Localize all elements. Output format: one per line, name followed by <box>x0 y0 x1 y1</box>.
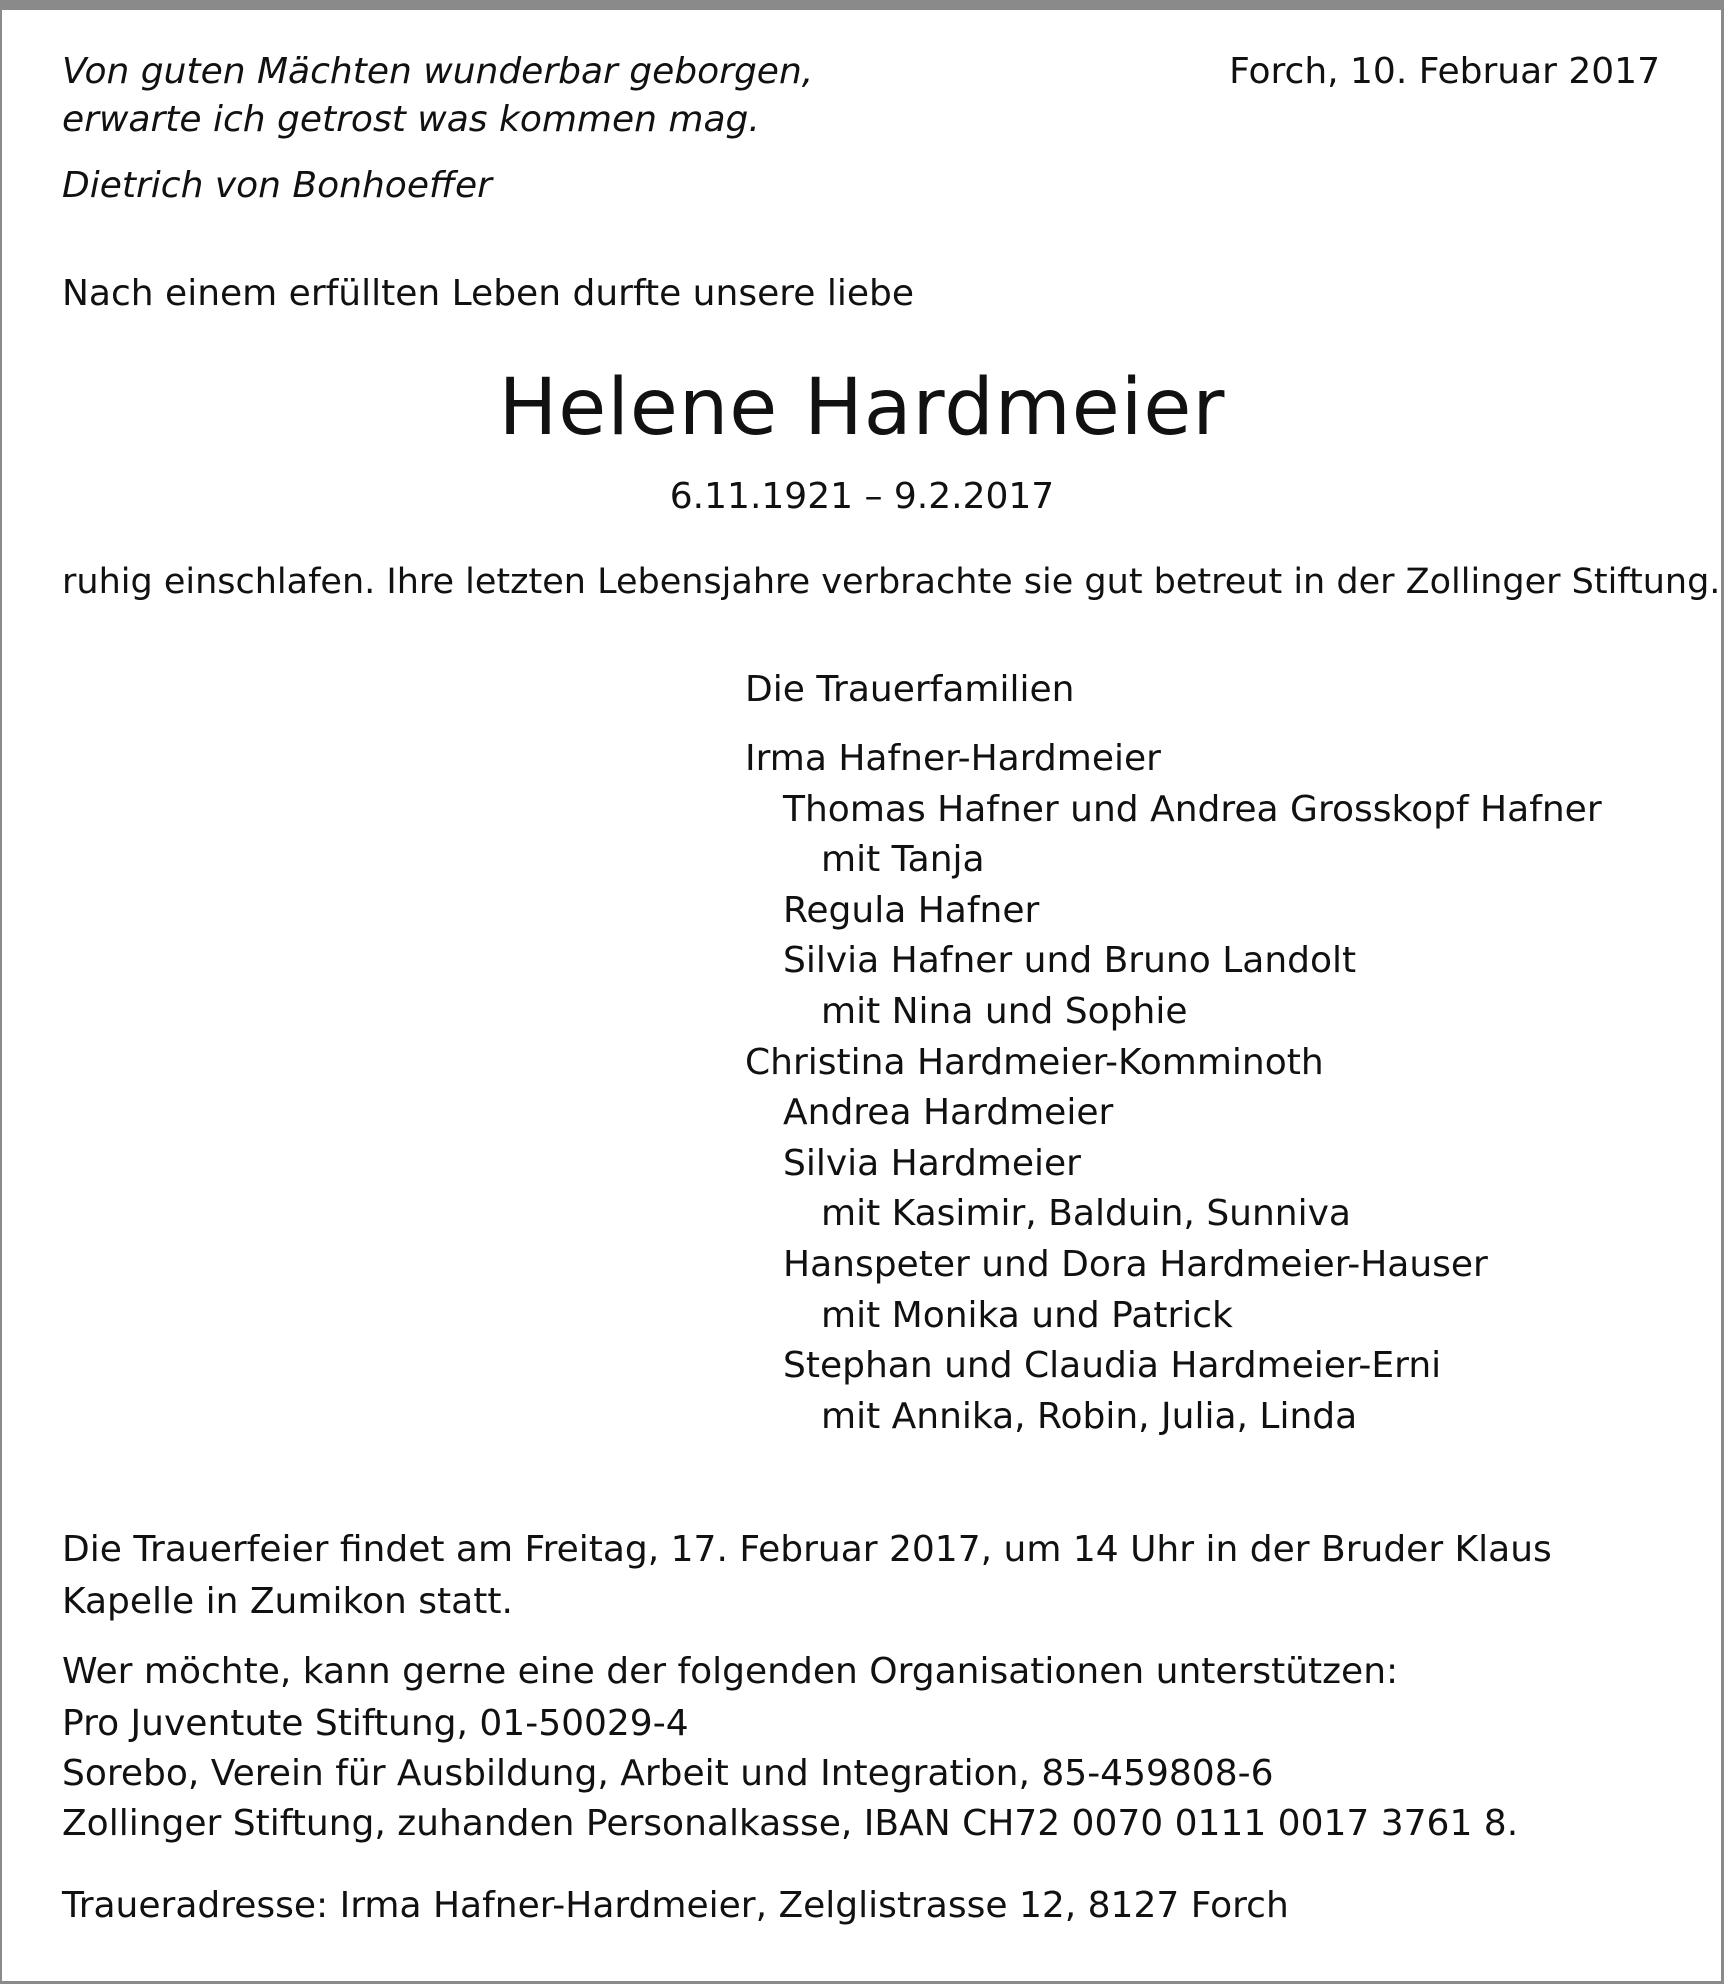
family-list <box>745 734 1602 1442</box>
family-entry: mit Annika, Robin, Julia, Linda <box>821 1395 1358 1437</box>
family-entry: Stephan und Claudia Hardmeier-Erni <box>783 1345 1442 1387</box>
family-entry: Thomas Hafner und Andrea Grosskopf Hafner <box>783 788 1602 830</box>
ceremony-line-1: Die Trauerfeier findet am Freitag, 17. Februar 2017, um 14 Uhr in der Bruder Klaus <box>62 1529 1552 1570</box>
place-date: Forch, 10. Februar 2017 <box>1229 51 1660 92</box>
family-entry: mit Kasimir, Balduin, Sunniva <box>821 1193 1351 1235</box>
donations-intro: Wer möchte, kann gerne eine der folgenden Organisationen unterstützen: <box>62 1651 1399 1692</box>
donation-zollinger: Zollinger Stiftung, zuhanden Personalkasse, IBAN CH72 0070 0111 0017 3761 8. <box>62 1803 1519 1844</box>
family-entry: mit Monika und Patrick <box>821 1294 1233 1336</box>
families-heading: Die Trauerfamilien <box>745 669 1075 710</box>
family-entry: Silvia Hardmeier <box>783 1142 1081 1184</box>
quote-author: Dietrich von Bonhoeffer <box>62 165 492 206</box>
quote-line-2: erwarte ich getrost was kommen mag. <box>62 99 760 140</box>
quote-line-1: Von guten Mächten wunderbar geborgen, <box>62 51 814 92</box>
family-entry: mit Nina und Sophie <box>821 990 1188 1032</box>
family-entry: Regula Hafner <box>783 889 1040 931</box>
intro-text: Nach einem erfüllten Leben durfte unsere liebe <box>62 273 914 314</box>
family-entry: Silvia Hafner und Bruno Landolt <box>783 940 1357 982</box>
family-entry: Hanspeter und Dora Hardmeier-Hauser <box>783 1243 1488 1285</box>
donation-sorebo: Sorebo, Verein für Ausbildung, Arbeit und Integration, 85-459808-6 <box>62 1753 1274 1794</box>
family-entry: Irma Hafner-Hardmeier <box>745 738 1161 779</box>
life-dates: 6.11.1921 – 9.2.2017 <box>669 476 1055 517</box>
family-entry: mit Tanja <box>821 839 985 881</box>
deceased-name: Helene Hardmeier <box>498 363 1226 453</box>
ceremony-line-2: Kapelle in Zumikon statt. <box>62 1581 513 1622</box>
donation-pro-juventute: Pro Juventute Stiftung, 01-50029-4 <box>62 1703 689 1744</box>
family-entry: Andrea Hardmeier <box>783 1092 1114 1134</box>
mourning-address: Traueradresse: Irma Hafner-Hardmeier, Zelglistrasse 12, 8127 Forch <box>62 1885 1289 1926</box>
after-text: ruhig einschlafen. Ihre letzten Lebensjahre verbrachte sie gut betreut in der Zollinger Stiftung. <box>62 562 1721 602</box>
family-entry: Christina Hardmeier-Komminoth <box>745 1041 1324 1083</box>
